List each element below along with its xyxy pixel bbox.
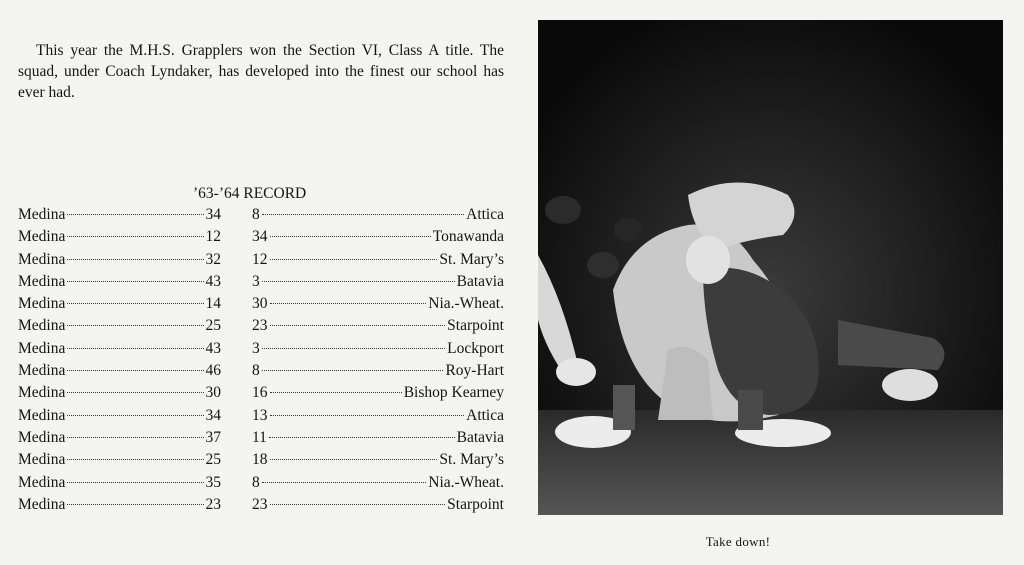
opponent-score: 8 [252,473,260,491]
team-name: Medina [18,495,66,513]
dot-leader [270,259,438,260]
dot-leader [67,437,203,438]
dot-leader [67,214,203,215]
dot-leader [67,303,203,304]
dot-leader [262,370,444,371]
opponent-score: 11 [252,428,267,446]
record-row [18,451,504,473]
team-name: Medina [18,384,66,402]
record-row [18,295,504,317]
team-score: 12 [205,228,221,246]
dot-leader [269,437,455,438]
opponent-name: Nia.-Wheat. [428,295,504,313]
dot-leader [262,281,455,282]
opponent-name: Starpoint [447,495,504,513]
dot-leader [67,325,203,326]
opponent-score: 18 [252,451,268,469]
dot-leader [67,459,203,460]
dot-leader [67,482,203,483]
team-score: 23 [205,495,221,513]
team-score: 37 [205,428,221,446]
dot-leader [270,236,431,237]
opponent-score: 8 [252,362,260,380]
wrestling-photo [538,20,1003,515]
opponent-name: St. Mary’s [439,451,504,469]
opponent-name: Batavia [456,428,504,446]
record-row [18,429,504,451]
record-row [18,340,504,362]
wrestling-photo-illustration [538,20,1003,515]
dot-leader [262,348,445,349]
team-score: 46 [205,362,221,380]
opponent-score: 3 [252,339,260,357]
team-name: Medina [18,250,66,268]
record-row [18,496,504,518]
opponent-name: Attica [466,406,504,424]
team-name: Medina [18,272,66,290]
dot-leader [270,504,446,505]
opponent-name: Roy-Hart [445,362,504,380]
intro-paragraph: This year the M.H.S. Grapplers won the Section VI, Class A title. The squad, under Coach Lyndaker, has developed into the finest our school has ever had. [18,42,504,101]
team-score: 14 [205,295,221,313]
dot-leader [270,415,465,416]
opponent-score: 34 [252,228,268,246]
dot-leader [67,236,203,237]
team-name: Medina [18,317,66,335]
dot-leader [67,259,203,260]
team-score: 34 [205,406,221,424]
dot-leader [67,348,203,349]
photo-caption: Take down! [705,534,771,549]
record-row [18,206,504,228]
team-score: 25 [205,451,221,469]
opponent-name: Lockport [447,339,504,357]
dot-leader [67,504,203,505]
opponent-name: Tonawanda [432,228,504,246]
opponent-score: 23 [252,495,268,513]
opponent-name: Bishop Kearney [403,384,504,402]
record-row [18,317,504,339]
team-score: 43 [205,272,221,290]
team-name: Medina [18,362,66,380]
record-row [18,407,504,429]
dot-leader [67,392,203,393]
opponent-name: Starpoint [447,317,504,335]
record-row [18,384,504,406]
team-name: Medina [18,228,66,246]
record-table [18,206,504,518]
team-name: Medina [18,206,66,223]
dot-leader [67,281,203,282]
opponent-score: 3 [252,272,260,290]
dot-leader [270,325,446,326]
opponent-score: 13 [252,406,268,424]
record-row [18,228,504,250]
record-row [18,474,504,496]
record-row [18,362,504,384]
team-name: Medina [18,451,66,469]
team-score: 35 [205,473,221,491]
dot-leader [67,415,203,416]
dot-leader [270,459,438,460]
opponent-score: 16 [252,384,268,402]
team-name: Medina [18,428,66,446]
team-name: Medina [18,339,66,357]
team-score: 30 [205,384,221,402]
opponent-score: 23 [252,317,268,335]
team-score: 25 [205,317,221,335]
team-name: Medina [18,295,66,313]
opponent-name: Attica [466,206,504,223]
team-score: 43 [205,339,221,357]
dot-leader [67,370,203,371]
opponent-name: St. Mary’s [439,250,504,268]
dot-leader [270,303,427,304]
opponent-score: 30 [252,295,268,313]
opponent-score: 12 [252,250,268,268]
dot-leader [262,214,464,215]
dot-leader [270,392,402,393]
team-score: 32 [205,250,221,268]
dot-leader [262,482,427,483]
record-row [18,273,504,295]
record-title: ’63-’64 RECORD [193,185,307,202]
team-name: Medina [18,406,66,424]
opponent-name: Batavia [456,272,504,290]
team-score: 34 [205,206,221,223]
team-name: Medina [18,473,66,491]
opponent-name: Nia.-Wheat. [428,473,504,491]
record-row [18,251,504,273]
opponent-score: 8 [252,206,260,223]
